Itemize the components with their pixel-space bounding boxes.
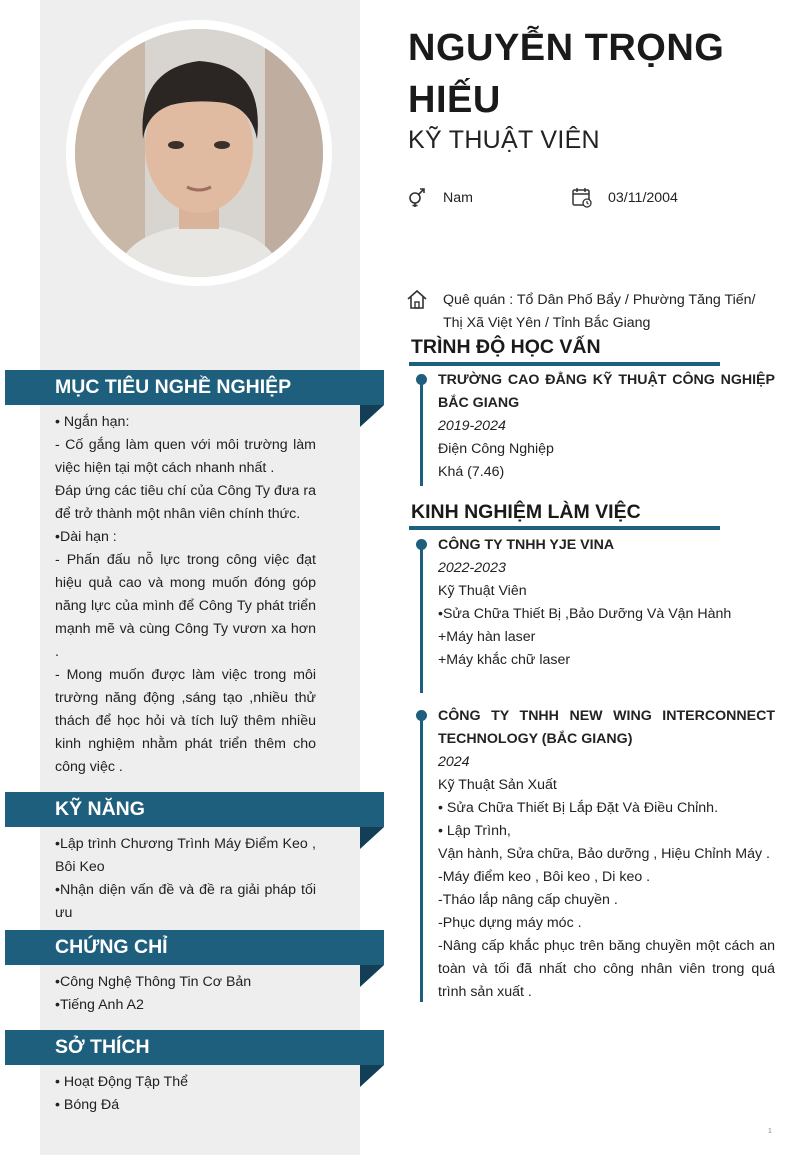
hometown-address: Quê quán : Tổ Dân Phố Bẩy / Phường Tăng Tiến/ Thị Xã Việt Yên / Tỉnh Bắc Giang	[443, 292, 756, 331]
certificates-header: CHỨNG CHỈ	[5, 930, 384, 965]
job-line: Vận hành, Sửa chữa, Bảo dưỡng , Hiệu Chỉnh Máy .	[438, 846, 770, 862]
job-timeline	[420, 712, 423, 1002]
education-bullet	[416, 374, 427, 385]
job-line: +Máy khắc chữ laser	[438, 652, 571, 668]
objective-line: Đáp ứng các tiêu chí của Công Ty đưa ra để trở thành một nhân viên chính thức.	[55, 483, 316, 522]
company-name: CÔNG TY TNHH NEW WING INTERCONNECT TECHNOLOGY (BẮC GIANG)	[438, 708, 775, 747]
hobby-line: • Hoạt Động Tập Thể	[55, 1074, 189, 1090]
job-bullet	[416, 710, 427, 721]
objective-line: - Phấn đấu nỗ lực trong công việc đạt hiệu quả cao và mong muốn đóng góp năng lực của mình để Công Ty phát triển mạnh mẽ và cùng Công Ty vươn xa hơn .	[55, 552, 316, 660]
job-line: • Sửa Chữa Thiết Bị Lắp Đặt Và Điều Chỉnh.	[438, 800, 719, 816]
certificate-line: •Công Nghệ Thông Tin Cơ Bản	[55, 974, 252, 990]
education-grade: Khá (7.46)	[438, 464, 505, 480]
objective-line: - Mong muốn được làm việc trong môi trường năng động ,sáng tạo ,nhiều thử thách để học hỏi và tích luỹ thêm nhiều kinh nghiệm nhằm phát triển thêm cho công việc .	[55, 667, 316, 775]
job-period: 2024	[438, 754, 470, 770]
job-line: •Sửa Chữa Thiết Bị ,Bảo Dưỡng Và Vận Hành	[438, 606, 732, 622]
objective-line: - Cố gắng làm quen với môi trường làm việc hiện tại một cách nhanh nhất .	[55, 437, 316, 476]
education-major: Điện Công Nghiệp	[438, 441, 554, 457]
education-timeline	[420, 376, 423, 486]
objective-line: •Dài hạn :	[55, 529, 117, 545]
job-line: • Lập Trình,	[438, 823, 511, 839]
hobbies-text	[55, 1071, 316, 1117]
avatar	[75, 29, 323, 277]
job-period: 2022-2023	[438, 560, 506, 576]
certificates-text	[55, 971, 316, 1017]
hobby-line: • Bóng Đá	[55, 1097, 120, 1113]
skills-text	[55, 833, 316, 925]
certificates-header-fold	[360, 965, 384, 987]
education-section-title: TRÌNH ĐỘ HỌC VẤN	[411, 336, 601, 358]
objective-line: • Ngắn hạn:	[55, 414, 130, 430]
gender-value: Nam	[443, 190, 473, 206]
school-name: TRƯỜNG CAO ĐẲNG KỸ THUẬT CÔNG NGHIỆP BẮC GIANG	[438, 372, 775, 411]
job-role: Kỹ Thuật Viên	[438, 583, 527, 599]
job-line: -Tháo lắp nâng cấp chuyền .	[438, 892, 618, 908]
company-name: CÔNG TY TNHH YJE VINA	[438, 537, 615, 553]
certificate-line: •Tiếng Anh A2	[55, 997, 144, 1013]
experience-section-title: KINH NGHIỆM LÀM VIỆC	[411, 501, 641, 523]
education-entry	[438, 369, 775, 484]
job-entry	[438, 534, 775, 672]
home-icon	[406, 288, 428, 310]
job-line: +Máy hàn laser	[438, 629, 536, 645]
calendar-icon	[571, 186, 593, 208]
gender-icon	[406, 186, 428, 208]
education-period: 2019-2024	[438, 418, 506, 434]
job-line: -Nâng cấp khắc phục trên băng chuyền một cách an toàn và tối đã nhất cho công nhân viên trong quá trình sản xuất .	[438, 938, 775, 1000]
skill-line: •Lập trình Chương Trình Máy Điểm Keo , Bôi Keo	[55, 836, 316, 875]
objective-text	[55, 411, 316, 779]
experience-section-rule	[409, 526, 720, 530]
job-bullet	[416, 539, 427, 550]
candidate-title: KỸ THUẬT VIÊN	[408, 126, 600, 154]
objective-header-fold	[360, 405, 384, 427]
hobbies-header: SỞ THÍCH	[5, 1030, 384, 1065]
objective-header: MỤC TIÊU NGHỀ NGHIỆP	[5, 370, 384, 405]
job-timeline	[420, 541, 423, 693]
job-line: -Máy điểm keo , Bôi keo , Di keo .	[438, 869, 651, 885]
education-section-rule	[409, 362, 720, 366]
skills-header-fold	[360, 827, 384, 849]
job-role: Kỹ Thuật Sản Xuất	[438, 777, 557, 793]
skill-line: •Nhận diện vấn đề và đề ra giải pháp tối ưu	[55, 882, 316, 921]
page-marker: 1	[768, 1128, 772, 1135]
hobbies-header-fold	[360, 1065, 384, 1087]
birthdate-value: 03/11/2004	[608, 190, 678, 206]
candidate-name: NGUYỄN TRỌNG HIẾU	[408, 27, 725, 121]
job-line: -Phục dựng máy móc .	[438, 915, 582, 931]
job-entry	[438, 705, 775, 1004]
avatar-photo	[75, 29, 323, 277]
skills-header: KỸ NĂNG	[5, 792, 384, 827]
